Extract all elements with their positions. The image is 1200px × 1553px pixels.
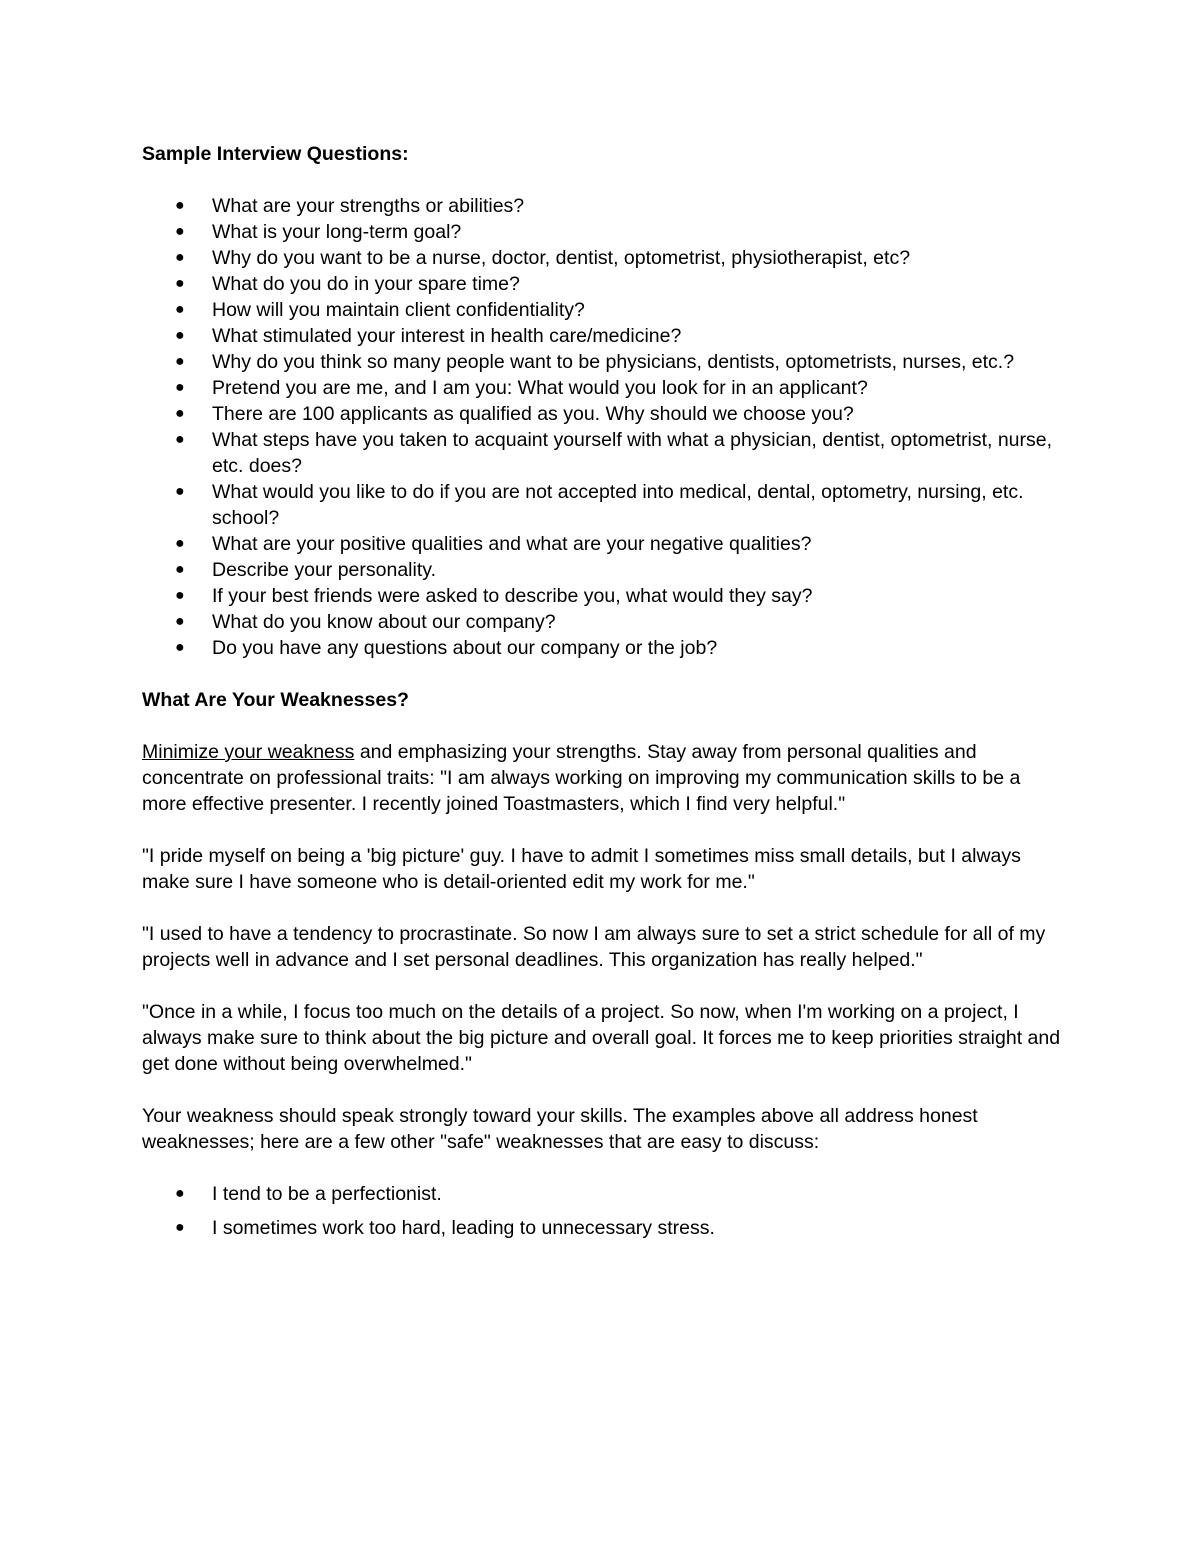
weakness-intro-paragraph bbox=[142, 739, 1062, 817]
list-item: ● What steps have you taken to acquaint yourself with what a physician, dentist, optometrist, nurse, etc. does? bbox=[175, 429, 1053, 477]
bullet-icon: ● bbox=[175, 327, 185, 344]
bullet-icon: ● bbox=[175, 431, 185, 448]
list-item: ● What is your long-term goal? bbox=[175, 221, 462, 243]
bullet-icon: ● bbox=[175, 249, 185, 266]
example-paragraph-details: "Once in a while, I focus too much on the details of a project. So now, when I'm working on a project, I always make sure to think about the big picture and overall goal. It forces me to keep priorities straight and get done without being overwhelmed." bbox=[142, 1001, 1061, 1075]
bullet-icon: ● bbox=[175, 535, 185, 552]
list-item: ● What do you know about our company? bbox=[175, 611, 556, 633]
bullet-icon: ● bbox=[175, 561, 185, 578]
intro-text: and emphasizing your strengths. Stay away from personal qualities and concentrate on professional traits: "I am always working on improving my communication skills to be a more effective presenter. I recently joined Toastmasters, which I find very helpful." bbox=[142, 741, 1021, 815]
bullet-icon: ● bbox=[175, 483, 185, 500]
bullet-icon: ● bbox=[175, 197, 185, 214]
bullet-icon: ● bbox=[175, 405, 185, 422]
bullet-icon: ● bbox=[175, 1185, 185, 1202]
interview-questions-list bbox=[142, 193, 1062, 661]
example-paragraph-procrastinate: "I used to have a tendency to procrastinate. So now I am always sure to set a strict schedule for all of my projects well in advance and I set personal deadlines. This organization has really helped." bbox=[142, 923, 1046, 971]
heading-sample-interview-questions: Sample Interview Questions: bbox=[142, 143, 409, 165]
bullet-icon: ● bbox=[175, 587, 185, 604]
list-item: ● Why do you want to be a nurse, doctor, dentist, optometrist, physiotherapist, etc? bbox=[175, 247, 911, 269]
list-item: ● Do you have any questions about our company or the job? bbox=[175, 637, 718, 659]
bullet-icon: ● bbox=[175, 1219, 185, 1236]
list-item: ● I tend to be a perfectionist. bbox=[175, 1183, 442, 1205]
list-item: ● If your best friends were asked to describe you, what would they say? bbox=[175, 585, 813, 607]
list-item: ● How will you maintain client confidentiality? bbox=[175, 299, 585, 321]
heading-weaknesses: What Are Your Weaknesses? bbox=[142, 689, 409, 711]
list-item: ● What would you like to do if you are not accepted into medical, dental, optometry, nursing, etc. school? bbox=[175, 481, 1024, 529]
list-item: ● What are your strengths or abilities? bbox=[175, 195, 525, 217]
bullet-icon: ● bbox=[175, 353, 185, 370]
list-item: ● There are 100 applicants as qualified as you. Why should we choose you? bbox=[175, 403, 854, 425]
bullet-icon: ● bbox=[175, 223, 185, 240]
list-item: ● Why do you think so many people want to be physicians, dentists, optometrists, nurses, etc.? bbox=[175, 351, 1015, 373]
list-item: ● What do you do in your spare time? bbox=[175, 273, 520, 295]
safe-weaknesses-list bbox=[142, 1181, 1062, 1241]
bullet-icon: ● bbox=[175, 275, 185, 292]
list-item: ● What are your positive qualities and what are your negative qualities? bbox=[175, 533, 812, 555]
bullet-icon: ● bbox=[175, 301, 185, 318]
bullet-icon: ● bbox=[175, 379, 185, 396]
document-content bbox=[142, 141, 1062, 1249]
summary-paragraph: Your weakness should speak strongly toward your skills. The examples above all address honest weaknesses; here are a few other "safe" weaknesses that are easy to discuss: bbox=[142, 1105, 978, 1153]
list-item: ● I sometimes work too hard, leading to unnecessary stress. bbox=[175, 1217, 715, 1239]
list-item: ● What stimulated your interest in health care/medicine? bbox=[175, 325, 682, 347]
bullet-icon: ● bbox=[175, 613, 185, 630]
list-item: ● Describe your personality. bbox=[175, 559, 436, 581]
underlined-phrase: Minimize your weakness bbox=[142, 741, 355, 763]
list-item: ● Pretend you are me, and I am you: What would you look for in an applicant? bbox=[175, 377, 868, 399]
example-paragraph-big-picture: "I pride myself on being a 'big picture' guy. I have to admit I sometimes miss small details, but I always make sure I have someone who is detail-oriented edit my work for me." bbox=[142, 845, 1021, 893]
bullet-icon: ● bbox=[175, 639, 185, 656]
